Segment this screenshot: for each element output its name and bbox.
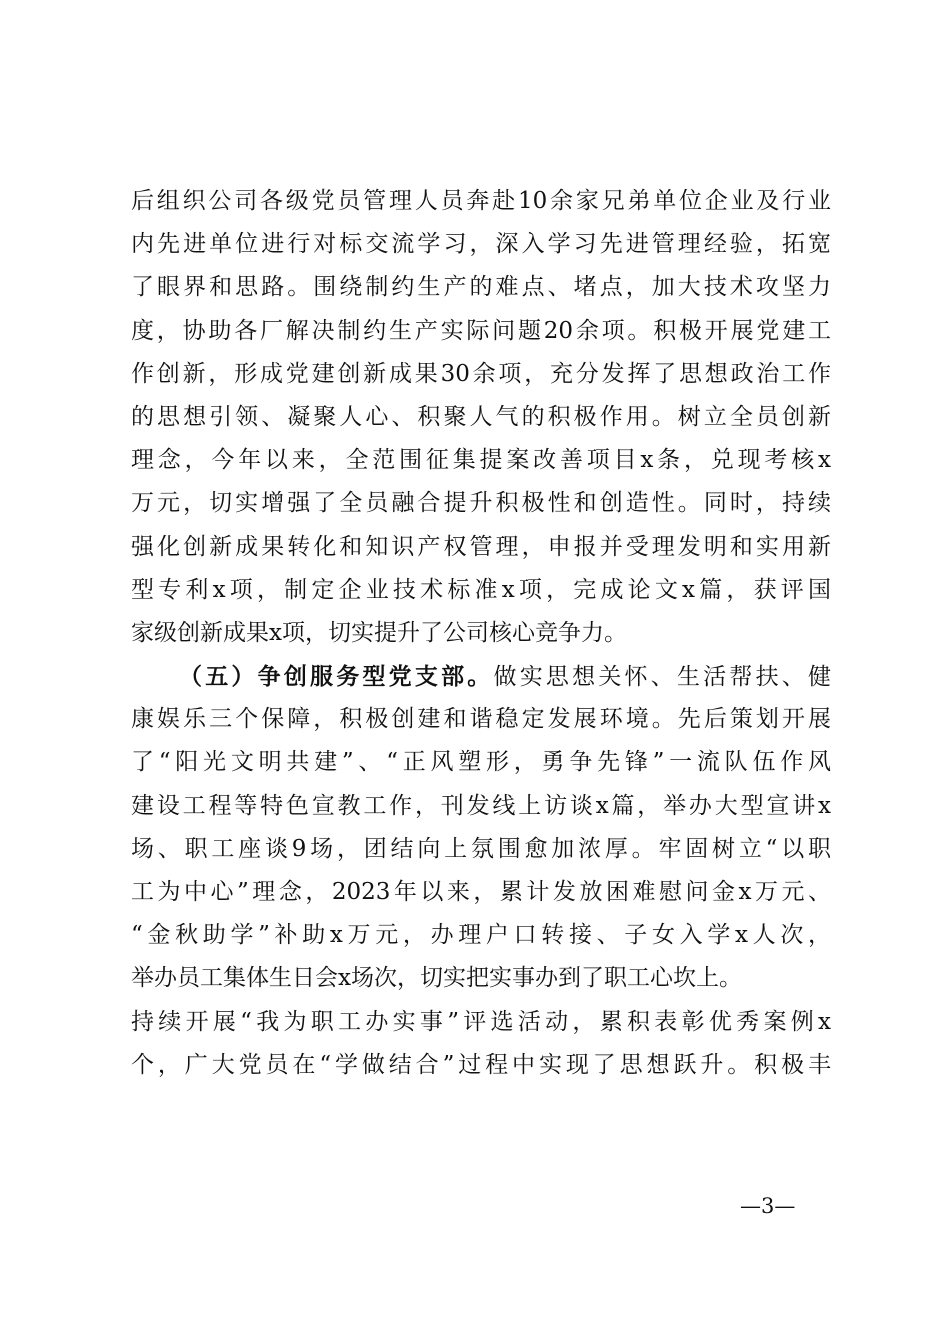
- section-heading: （五）争创服务型党支部。: [179, 663, 494, 691]
- text-line: “金秋助学”补助x万元，办理户口转接、子女入学x人次，: [131, 922, 831, 949]
- text-line: 度，协助各厂解决制约生产实际问题20余项。积极开展党建工: [131, 317, 831, 344]
- text-line: 的思想引领、凝聚人心、积聚人气的积极作用。树立全员创新: [131, 403, 831, 430]
- text-line: 强化创新成果转化和知识产权管理，申报并受理发明和实用新: [131, 533, 831, 560]
- text-line: 持续开展“我为职工办实事”评选活动，累积表彰优秀案例x: [131, 1008, 831, 1035]
- text-line: 工为中心”理念，2023年以来，累计发放困难慰问金x万元、: [131, 879, 831, 905]
- text-line: 作创新，形成党建创新成果30余项，充分发挥了思想政治工作: [131, 360, 831, 387]
- text-line: 场、职工座谈9场，团结向上氛围愈加浓厚。牢固树立“以职: [131, 835, 831, 862]
- text-line: 个，广大党员在“学做结合”过程中实现了思想跃升。积极丰: [131, 1051, 831, 1078]
- text-line: 了眼界和思路。围绕制约生产的难点、堵点，加大技术攻坚力: [131, 274, 831, 301]
- paragraph-innovation: [131, 180, 831, 655]
- text-line: 内先进单位进行对标交流学习，深入学习先进管理经验，拓宽: [131, 231, 831, 258]
- text-line: 理念，今年以来，全范围征集提案改善项目x条，兑现考核x: [131, 447, 831, 474]
- page-number: —3—: [740, 1194, 796, 1218]
- text-line: 建设工程等特色宣教工作，刊发线上访谈x篇，举办大型宣讲x: [131, 792, 831, 819]
- text-line: 举办员工集体生日会x场次，切实把实事办到了职工心坎上。: [131, 965, 742, 992]
- body-text: [131, 180, 831, 1087]
- text-line: 后组织公司各级党员管理人员奔赴10余家兄弟单位企业及行业: [131, 188, 831, 214]
- heading-line-text: 做实思想关怀、生活帮扶、健: [493, 664, 832, 691]
- paragraph-service-branch: [131, 655, 831, 1087]
- text-line: 型专利x项，制定企业技术标准x项，完成论文x篇，获评国: [131, 576, 831, 603]
- text-line-first: [131, 655, 831, 698]
- text-line: 家级创新成果x项，切实提升了公司核心竞争力。: [131, 619, 627, 646]
- text-line: 了“阳光文明共建”、“正风塑形，勇争先锋”一流队伍作风: [131, 749, 831, 776]
- text-line: 万元，切实增强了全员融合提升积极性和创造性。同时，持续: [131, 490, 831, 517]
- text-line: 康娱乐三个保障，积极创建和谐稳定发展环境。先后策划开展: [131, 706, 831, 733]
